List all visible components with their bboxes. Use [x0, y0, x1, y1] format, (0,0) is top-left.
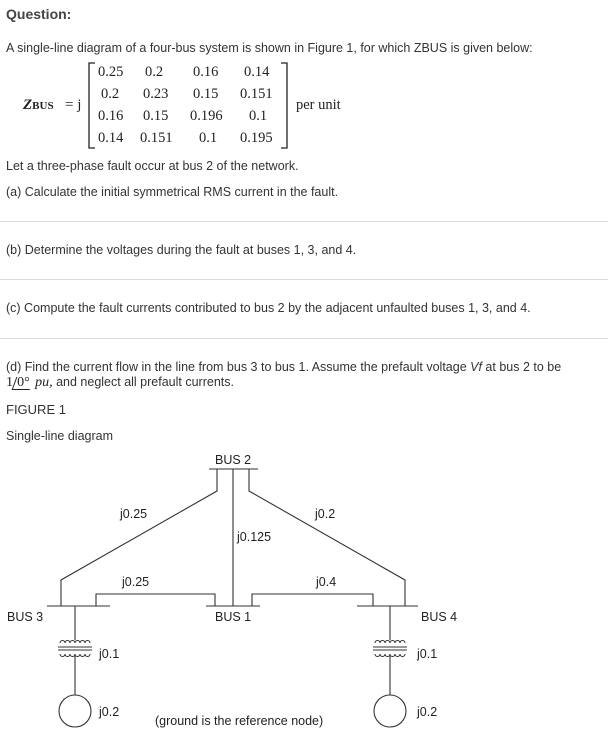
matrix-cell: 0.2	[101, 86, 120, 102]
matrix-cell: 0.195	[240, 130, 273, 146]
zbus-subscript: BUS	[32, 100, 54, 112]
bus2-label: BUS 2	[215, 453, 252, 467]
phasor-angle: 0°	[17, 375, 30, 390]
z-bus3-bus1-label: j0.25	[122, 575, 150, 589]
bus4-label: BUS 4	[421, 610, 458, 624]
zbus-equals: = j	[65, 97, 82, 113]
z-bus4-bus2-label: j0.2	[315, 507, 336, 521]
part-d-text-a: (d) Find the current flow in the line from bus 3 to bus 1. Assume the prefault voltage	[6, 360, 471, 374]
matrix-cell: 0.151	[140, 130, 173, 146]
figure-title: FIGURE 1	[6, 402, 66, 417]
line-bus4-bus1	[252, 594, 373, 606]
matrix-cell: 0.15	[193, 86, 219, 102]
matrix-cell: 0.23	[143, 86, 169, 102]
matrix-cell: 0.16	[193, 64, 219, 80]
part-d-vf: Vf	[470, 360, 482, 374]
matrix-cell: 0.196	[190, 108, 223, 124]
question-heading: Question:	[6, 6, 72, 22]
z-bus1-bus2-label: j0.125	[237, 530, 272, 544]
z-bus4-bus1-label: j0.4	[316, 575, 337, 589]
figure-caption: Single-line diagram	[6, 429, 114, 443]
fault-statement: Let a three-phase fault occur at bus 2 of the network.	[6, 159, 299, 173]
matrix-cell: 0.151	[240, 86, 273, 102]
bus1-label: BUS 1	[215, 610, 252, 624]
matrix-cell: 0.25	[98, 64, 124, 80]
left-transformer-primary	[60, 641, 90, 644]
left-generator-icon	[59, 695, 91, 727]
right-generator-icon	[374, 695, 406, 727]
matrix-unit: per unit	[296, 97, 341, 113]
bus3-label: BUS 3	[7, 610, 44, 624]
matrix-cell: 0.14	[98, 130, 124, 146]
right-transformer-primary	[375, 641, 405, 644]
part-a: (a) Calculate the initial symmetrical RMS current in the fault.	[6, 185, 339, 199]
matrix-cell: 0.14	[244, 64, 270, 80]
phasor-magnitude: 1	[6, 375, 13, 390]
part-d-pu: pu,	[35, 375, 53, 390]
z-trans-right-label: j0.1	[417, 647, 438, 661]
z-bus3-bus2-label: j0.25	[120, 507, 148, 521]
part-d-text-c: and neglect all prefault currents.	[52, 375, 234, 389]
part-d-text-b: at bus 2 to be	[481, 360, 562, 374]
matrix-cell: 0.16	[98, 108, 124, 124]
matrix-cell: 0.2	[145, 64, 164, 80]
matrix-cell: 0.1	[199, 130, 218, 146]
matrix-cell: 0.1	[249, 108, 268, 124]
line-bus3-bus1	[96, 594, 215, 606]
zbus-symbol: Z	[23, 97, 33, 113]
z-gen-right-label: j0.2	[417, 705, 438, 719]
part-c: (c) Compute the fault currents contributed to bus 2 by the adjacent unfaulted buses 1, 3, and 4.	[6, 301, 531, 315]
ground-note: (ground is the reference node)	[155, 714, 324, 728]
z-gen-left-label: j0.2	[99, 705, 120, 719]
matrix-cell: 0.15	[143, 108, 169, 124]
question-intro: A single-line diagram of a four-bus system is shown in Figure 1, for which ZBUS is given below:	[6, 41, 533, 55]
part-b: (b) Determine the voltages during the fault at buses 1, 3, and 4.	[6, 243, 357, 257]
z-trans-left-label: j0.1	[99, 647, 120, 661]
